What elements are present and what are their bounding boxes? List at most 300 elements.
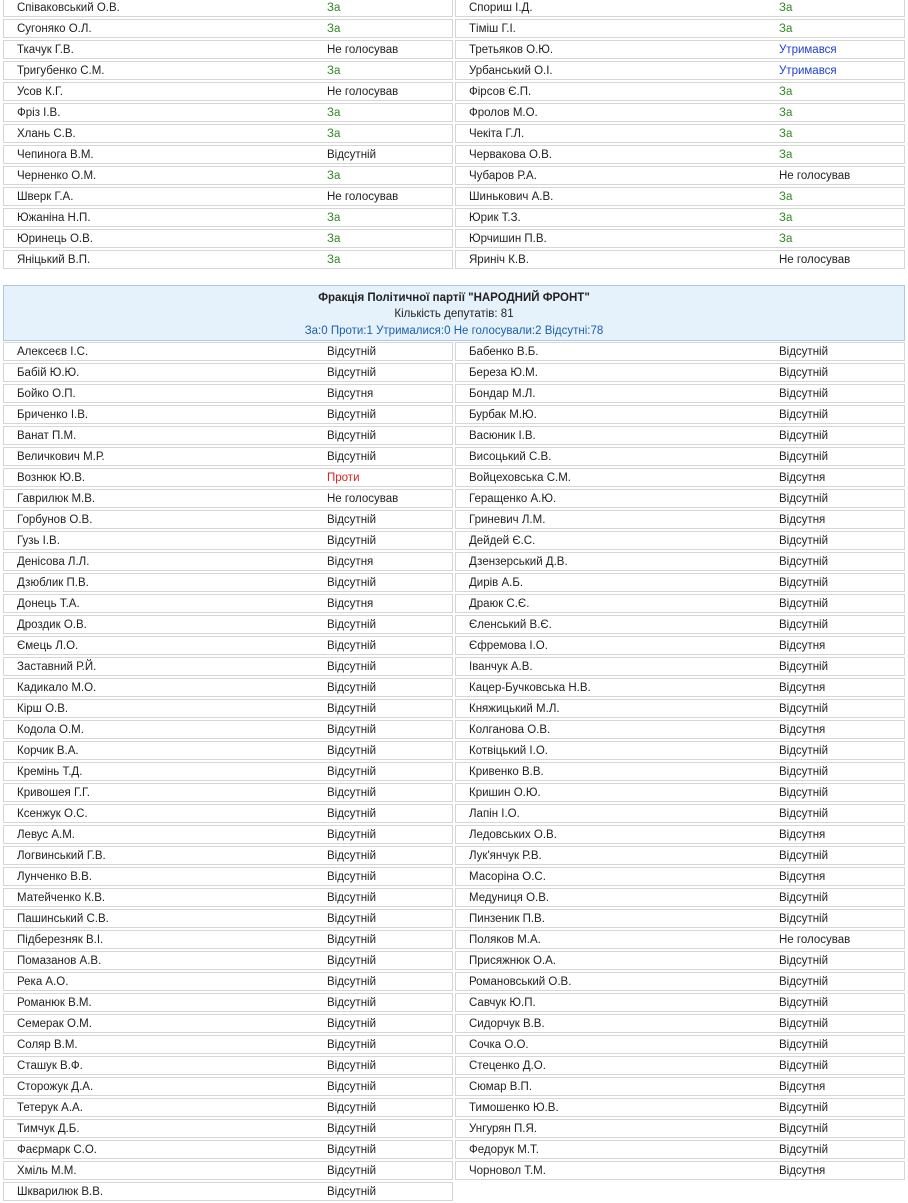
- vote-result: Відсутній: [327, 149, 377, 161]
- deputy-row: [3, 615, 453, 634]
- deputy-row: [3, 1182, 453, 1201]
- deputy-row: [3, 61, 453, 80]
- vote-result: Утримався: [779, 44, 837, 56]
- deputy-name: Третьяков О.Ю.: [469, 44, 554, 56]
- deputy-row: [455, 1077, 905, 1096]
- deputy-row: [3, 846, 453, 865]
- vote-result: Відсутній: [779, 745, 829, 757]
- deputy-name: Ткачук Г.В.: [17, 44, 74, 56]
- deputy-row: [455, 447, 905, 466]
- deputy-row: [3, 384, 453, 403]
- deputy-name: Сочка О.О.: [469, 1039, 529, 1051]
- deputy-row: [455, 678, 905, 697]
- deputy-name: Корчик В.А.: [17, 745, 79, 757]
- deputy-name: Семерак О.М.: [17, 1018, 92, 1030]
- vote-result: Відсутній: [779, 1018, 829, 1030]
- deputy-row: [3, 867, 453, 886]
- deputy-row: [3, 909, 453, 928]
- deputy-name: Бурбак М.Ю.: [469, 409, 537, 421]
- deputy-name: Шинькович А.В.: [469, 191, 554, 203]
- deputy-row: [3, 720, 453, 739]
- deputy-name: Фірсов Є.П.: [469, 86, 532, 98]
- deputy-name: Васюник І.В.: [469, 430, 536, 442]
- deputy-row: [3, 447, 453, 466]
- deputy-row: [3, 426, 453, 445]
- deputy-row: [3, 405, 453, 424]
- deputy-row: [455, 909, 905, 928]
- deputy-name: Унгурян П.Я.: [469, 1123, 537, 1135]
- vote-result: Відсутній: [327, 808, 377, 820]
- deputy-row: [455, 468, 905, 487]
- vote-result: Відсутній: [327, 346, 377, 358]
- deputy-name: Колганова О.В.: [469, 724, 551, 736]
- deputy-name: Кадикало М.О.: [17, 682, 97, 694]
- vote-result: Відсутній: [327, 913, 377, 925]
- deputy-name: Величкович М.Р.: [17, 451, 105, 463]
- deputy-name: Поляков М.А.: [469, 934, 541, 946]
- deputy-name: Чубаров Р.А.: [469, 170, 537, 182]
- deputy-name: Чекіта Г.Л.: [469, 128, 525, 140]
- deputy-name: Ледовських О.В.: [469, 829, 557, 841]
- deputy-name: Бабій Ю.Ю.: [17, 367, 80, 379]
- deputy-row: [455, 405, 905, 424]
- deputy-name: Тетерук А.А.: [17, 1102, 83, 1114]
- vote-result: За: [327, 212, 341, 224]
- faction-left-column: [3, 342, 453, 1203]
- vote-result: Відсутній: [327, 1102, 377, 1114]
- deputy-row: [455, 1035, 905, 1054]
- deputy-row: [3, 1098, 453, 1117]
- vote-result: Відсутній: [779, 976, 829, 988]
- deputy-row: [3, 145, 453, 164]
- vote-result: Відсутня: [779, 829, 826, 841]
- vote-result: Відсутній: [327, 1081, 377, 1093]
- deputy-row: [3, 124, 453, 143]
- deputy-name: Южаніна Н.П.: [17, 212, 91, 224]
- vote-result: Відсутній: [327, 745, 377, 757]
- vote-result: Відсутня: [779, 871, 826, 883]
- deputy-name: Дейдей Є.С.: [469, 535, 536, 547]
- deputy-name: Урбанський О.І.: [469, 65, 553, 77]
- deputy-row: [3, 103, 453, 122]
- deputy-row: [455, 1014, 905, 1033]
- deputy-row: [3, 993, 453, 1012]
- deputy-row: [455, 657, 905, 676]
- deputy-row: [455, 531, 905, 550]
- deputy-name: Дроздик О.В.: [17, 619, 87, 631]
- deputy-name: Дзюблик П.В.: [17, 577, 89, 589]
- deputy-row: [455, 187, 905, 206]
- deputy-row: [3, 951, 453, 970]
- faction-right-column: [455, 342, 905, 1182]
- deputy-row: [3, 19, 453, 38]
- deputy-row: [455, 1140, 905, 1159]
- deputy-name: Кремінь Т.Д.: [17, 766, 83, 778]
- deputy-row: [455, 166, 905, 185]
- vote-result: Відсутня: [327, 556, 374, 568]
- deputy-row: [455, 510, 905, 529]
- deputy-name: Пашинський С.В.: [17, 913, 109, 925]
- vote-result: Відсутній: [779, 598, 829, 610]
- deputy-row: [455, 552, 905, 571]
- deputy-name: Юрчишин П.В.: [469, 233, 547, 245]
- deputy-row: [455, 762, 905, 781]
- deputy-name: Тіміш Г.І.: [469, 23, 516, 35]
- deputy-name: Сторожук Д.А.: [17, 1081, 94, 1093]
- deputy-row: [455, 699, 905, 718]
- deputy-name: Заставний Р.Й.: [17, 661, 97, 673]
- vote-result: Відсутня: [779, 472, 826, 484]
- deputy-row: [455, 804, 905, 823]
- deputy-name: Вознюк Ю.В.: [17, 472, 86, 484]
- vote-result: Відсутній: [779, 703, 829, 715]
- vote-result: Відсутній: [779, 1144, 829, 1156]
- deputy-name: Медуниця О.В.: [469, 892, 550, 904]
- vote-result: Відсутній: [779, 850, 829, 862]
- deputy-name: Хлань С.В.: [17, 128, 76, 140]
- deputy-row: [3, 1035, 453, 1054]
- deputy-row: [455, 208, 905, 227]
- vote-result: Відсутній: [327, 997, 377, 1009]
- vote-result: Відсутній: [327, 1060, 377, 1072]
- deputy-row: [3, 166, 453, 185]
- deputy-name: Лапін І.О.: [469, 808, 520, 820]
- vote-result: Відсутній: [327, 724, 377, 736]
- vote-result: Не голосував: [779, 934, 851, 946]
- deputy-row: [455, 489, 905, 508]
- deputy-row: [3, 1119, 453, 1138]
- deputy-row: [455, 124, 905, 143]
- vote-result: За: [327, 233, 341, 245]
- deputy-name: Гузь І.В.: [17, 535, 60, 547]
- deputy-row: [455, 145, 905, 164]
- vote-result: Відсутній: [779, 955, 829, 967]
- deputy-row: [455, 426, 905, 445]
- deputy-name: Тимошенко Ю.В.: [469, 1102, 559, 1114]
- deputy-name: Кривенко В.В.: [469, 766, 544, 778]
- deputy-row: [455, 972, 905, 991]
- vote-result: Відсутній: [779, 787, 829, 799]
- vote-result: Не голосував: [327, 86, 399, 98]
- deputy-name: Ванат П.М.: [17, 430, 77, 442]
- vote-result: Відсутній: [779, 388, 829, 400]
- vote-result: Відсутній: [327, 367, 377, 379]
- vote-result: За: [327, 107, 341, 119]
- vote-result: Відсутній: [779, 493, 829, 505]
- vote-result: Відсутній: [779, 766, 829, 778]
- deputy-row: [3, 636, 453, 655]
- vote-result: Відсутній: [779, 577, 829, 589]
- deputy-name: Єфремова І.О.: [469, 640, 548, 652]
- deputy-name: Юрик Т.З.: [469, 212, 521, 224]
- deputy-name: Гриневич Л.М.: [469, 514, 546, 526]
- deputy-name: Фріз І.В.: [17, 107, 61, 119]
- vote-result: За: [327, 23, 341, 35]
- vote-result: Відсутня: [779, 682, 826, 694]
- deputy-name: Ємець Л.О.: [17, 640, 79, 652]
- vote-result: За: [779, 107, 793, 119]
- vote-result: За: [779, 86, 793, 98]
- deputy-name: Висоцький С.В.: [469, 451, 552, 463]
- deputy-name: Юринець О.В.: [17, 233, 93, 245]
- deputy-row: [3, 699, 453, 718]
- deputy-row: [3, 762, 453, 781]
- deputy-name: Підберезняк В.І.: [17, 934, 104, 946]
- deputy-name: Романовський О.В.: [469, 976, 572, 988]
- deputy-name: Пинзеник П.В.: [469, 913, 545, 925]
- vote-result: За: [327, 65, 341, 77]
- deputy-row: [455, 0, 905, 17]
- deputy-row: [455, 19, 905, 38]
- vote-result: Відсутній: [327, 451, 377, 463]
- deputy-name: Денісова Л.Л.: [17, 556, 90, 568]
- deputy-row: [455, 783, 905, 802]
- faction-deputy-count: Кількість депутатів: 81: [394, 308, 514, 320]
- deputy-row: [455, 1056, 905, 1075]
- vote-result: Відсутній: [327, 619, 377, 631]
- vote-result: Відсутній: [327, 577, 377, 589]
- deputy-row: [455, 82, 905, 101]
- deputy-row: [3, 1056, 453, 1075]
- deputy-row: [455, 573, 905, 592]
- deputy-name: Дирів А.Б.: [469, 577, 524, 589]
- vote-result: Відсутній: [327, 871, 377, 883]
- vote-result: Відсутній: [327, 934, 377, 946]
- vote-result: Відсутній: [327, 409, 377, 421]
- deputy-row: [455, 993, 905, 1012]
- deputy-name: Геращенко А.Ю.: [469, 493, 557, 505]
- vote-result: За: [327, 254, 341, 266]
- deputy-name: Єленський В.Є.: [469, 619, 552, 631]
- deputy-name: Княжицький М.Л.: [469, 703, 560, 715]
- deputy-name: Река А.О.: [17, 976, 69, 988]
- deputy-name: Кришин О.Ю.: [469, 787, 541, 799]
- vote-result: За: [779, 2, 793, 14]
- vote-result: Відсутній: [327, 661, 377, 673]
- deputy-row: [455, 1098, 905, 1117]
- vote-result: Відсутній: [779, 367, 829, 379]
- deputy-name: Романюк В.М.: [17, 997, 92, 1009]
- deputy-row: [3, 573, 453, 592]
- vote-result: Відсутній: [327, 682, 377, 694]
- deputy-row: [3, 40, 453, 59]
- deputy-name: Матейченко К.В.: [17, 892, 106, 904]
- deputy-name: Яніцький В.П.: [17, 254, 91, 266]
- deputy-name: Бабенко В.Б.: [469, 346, 539, 358]
- deputy-row: [3, 531, 453, 550]
- deputy-name: Левус А.М.: [17, 829, 76, 841]
- deputy-row: [3, 1014, 453, 1033]
- vote-result: Відсутня: [779, 1165, 826, 1177]
- vote-result: Відсутній: [779, 409, 829, 421]
- vote-result: Проти: [327, 472, 360, 484]
- vote-result: Відсутній: [327, 1123, 377, 1135]
- vote-result: За: [327, 170, 341, 182]
- vote-result: Відсутній: [327, 1144, 377, 1156]
- vote-result: Відсутній: [779, 661, 829, 673]
- vote-result: Відсутній: [779, 997, 829, 1009]
- vote-result: За: [327, 128, 341, 140]
- deputy-name: Присяжнюк О.А.: [469, 955, 556, 967]
- vote-result: Відсутній: [779, 1039, 829, 1051]
- vote-result: Відсутній: [327, 1165, 377, 1177]
- deputy-row: [3, 972, 453, 991]
- vote-result: Відсутній: [779, 346, 829, 358]
- deputy-name: Спориш І.Д.: [469, 2, 533, 14]
- vote-result: Відсутній: [327, 787, 377, 799]
- deputy-row: [455, 61, 905, 80]
- vote-result: Відсутній: [327, 535, 377, 547]
- deputy-row: [3, 342, 453, 361]
- deputy-row: [455, 825, 905, 844]
- deputy-row: [3, 229, 453, 248]
- vote-result: Відсутня: [327, 598, 374, 610]
- faction-title: Фракція Політичної партії "НАРОДНИЙ ФРОНТ": [318, 292, 590, 304]
- deputy-name: Соляр В.М.: [17, 1039, 78, 1051]
- deputy-row: [3, 208, 453, 227]
- vote-result: Відсутній: [779, 808, 829, 820]
- vote-result: Відсутній: [327, 430, 377, 442]
- vote-result: Відсутня: [779, 514, 826, 526]
- deputy-row: [3, 804, 453, 823]
- deputy-row: [455, 951, 905, 970]
- deputy-name: Усов К.Г.: [17, 86, 64, 98]
- deputy-name: Федорук М.Т.: [469, 1144, 539, 1156]
- vote-result: Відсутній: [779, 1060, 829, 1072]
- vote-result: За: [779, 191, 793, 203]
- deputy-row: [455, 363, 905, 382]
- deputy-row: [3, 187, 453, 206]
- vote-result: Відсутній: [779, 451, 829, 463]
- deputy-name: Шверк Г.А.: [17, 191, 74, 203]
- deputy-name: Стеценко Д.О.: [469, 1060, 546, 1072]
- deputy-row: [3, 1077, 453, 1096]
- vote-result: Не голосував: [327, 493, 399, 505]
- vote-result: Відсутній: [327, 829, 377, 841]
- vote-result: Відсутній: [779, 892, 829, 904]
- deputy-name: Гаврилюк М.В.: [17, 493, 96, 505]
- deputy-row: [3, 1140, 453, 1159]
- deputy-name: Шкварилюк В.В.: [17, 1186, 104, 1198]
- deputy-row: [3, 250, 453, 269]
- vote-result: Відсутній: [327, 766, 377, 778]
- deputy-row: [455, 384, 905, 403]
- deputy-row: [455, 846, 905, 865]
- deputy-row: [3, 468, 453, 487]
- deputy-row: [455, 888, 905, 907]
- deputy-row: [3, 741, 453, 760]
- deputy-row: [3, 657, 453, 676]
- vote-result: Відсутня: [779, 640, 826, 652]
- deputy-name: Іванчук А.В.: [469, 661, 533, 673]
- deputy-row: [455, 636, 905, 655]
- deputy-name: Дзензерський Д.В.: [469, 556, 568, 568]
- deputy-row: [3, 489, 453, 508]
- vote-result: Відсутній: [779, 913, 829, 925]
- vote-result: Відсутня: [779, 724, 826, 736]
- deputy-name: Фролов М.О.: [469, 107, 538, 119]
- deputy-row: [3, 678, 453, 697]
- deputy-name: Кривошея Г.Г.: [17, 787, 90, 799]
- faction-header: [3, 285, 905, 341]
- vote-result: Відсутній: [327, 892, 377, 904]
- deputy-row: [455, 594, 905, 613]
- deputy-name: Драюк С.Є.: [469, 598, 530, 610]
- deputy-row: [3, 888, 453, 907]
- deputy-row: [455, 1161, 905, 1180]
- vote-result: За: [779, 149, 793, 161]
- vote-result: Утримався: [779, 65, 837, 77]
- vote-result: Відсутній: [779, 1123, 829, 1135]
- vote-result: Відсутня: [327, 388, 374, 400]
- vote-result: Не голосував: [327, 191, 399, 203]
- vote-result: Відсутній: [779, 556, 829, 568]
- vote-result: Не голосував: [327, 44, 399, 56]
- deputy-name: Червакова О.В.: [469, 149, 552, 161]
- deputy-name: Кодола О.М.: [17, 724, 84, 736]
- deputy-row: [3, 510, 453, 529]
- deputy-name: Савчук Ю.П.: [469, 997, 536, 1009]
- deputy-name: Бриченко І.В.: [17, 409, 89, 421]
- vote-result: Відсутній: [327, 1018, 377, 1030]
- deputy-name: Лук'янчук Р.В.: [469, 850, 542, 862]
- deputy-name: Логвинський Г.В.: [17, 850, 106, 862]
- deputy-name: Чепинога В.М.: [17, 149, 94, 161]
- deputy-row: [3, 930, 453, 949]
- vote-result: Відсутній: [779, 619, 829, 631]
- deputy-name: Помазанов А.В.: [17, 955, 102, 967]
- deputy-name: Сташук В.Ф.: [17, 1060, 83, 1072]
- deputy-row: [3, 825, 453, 844]
- deputy-name: Алексеєв І.С.: [17, 346, 89, 358]
- vote-result: Відсутній: [779, 430, 829, 442]
- deputy-row: [455, 930, 905, 949]
- vote-result: Відсутній: [327, 976, 377, 988]
- deputy-name: Кацер-Бучковська Н.В.: [469, 682, 591, 694]
- vote-result: Відсутня: [779, 1081, 826, 1093]
- deputy-name: Чорновол Т.М.: [469, 1165, 546, 1177]
- vote-result: За: [779, 212, 793, 224]
- deputy-name: Береза Ю.М.: [469, 367, 538, 379]
- deputy-name: Лунченко В.В.: [17, 871, 92, 883]
- deputy-row: [3, 594, 453, 613]
- deputy-row: [455, 615, 905, 634]
- deputy-row: [3, 363, 453, 382]
- deputy-name: Фаєрмарк С.О.: [17, 1144, 97, 1156]
- deputy-row: [455, 720, 905, 739]
- vote-result: Відсутній: [327, 703, 377, 715]
- deputy-row: [455, 1119, 905, 1138]
- deputy-row: [3, 552, 453, 571]
- deputy-name: Співаковський О.В.: [17, 2, 120, 14]
- deputy-row: [3, 1161, 453, 1180]
- deputy-row: [3, 0, 453, 17]
- deputy-name: Черненко О.М.: [17, 170, 97, 182]
- vote-result: Відсутній: [327, 1186, 377, 1198]
- deputy-name: Бондар М.Л.: [469, 388, 536, 400]
- deputy-name: Тригубенко С.М.: [17, 65, 105, 77]
- deputy-name: Донець Т.А.: [17, 598, 80, 610]
- deputy-row: [455, 250, 905, 269]
- deputy-name: Кірш О.В.: [17, 703, 69, 715]
- deputy-name: Котвіцький І.О.: [469, 745, 548, 757]
- vote-result: Відсутній: [327, 640, 377, 652]
- deputy-name: Бойко О.П.: [17, 388, 76, 400]
- vote-result: Відсутній: [327, 514, 377, 526]
- deputy-row: [455, 867, 905, 886]
- deputy-name: Масоріна О.С.: [469, 871, 546, 883]
- vote-result: Не голосував: [779, 254, 851, 266]
